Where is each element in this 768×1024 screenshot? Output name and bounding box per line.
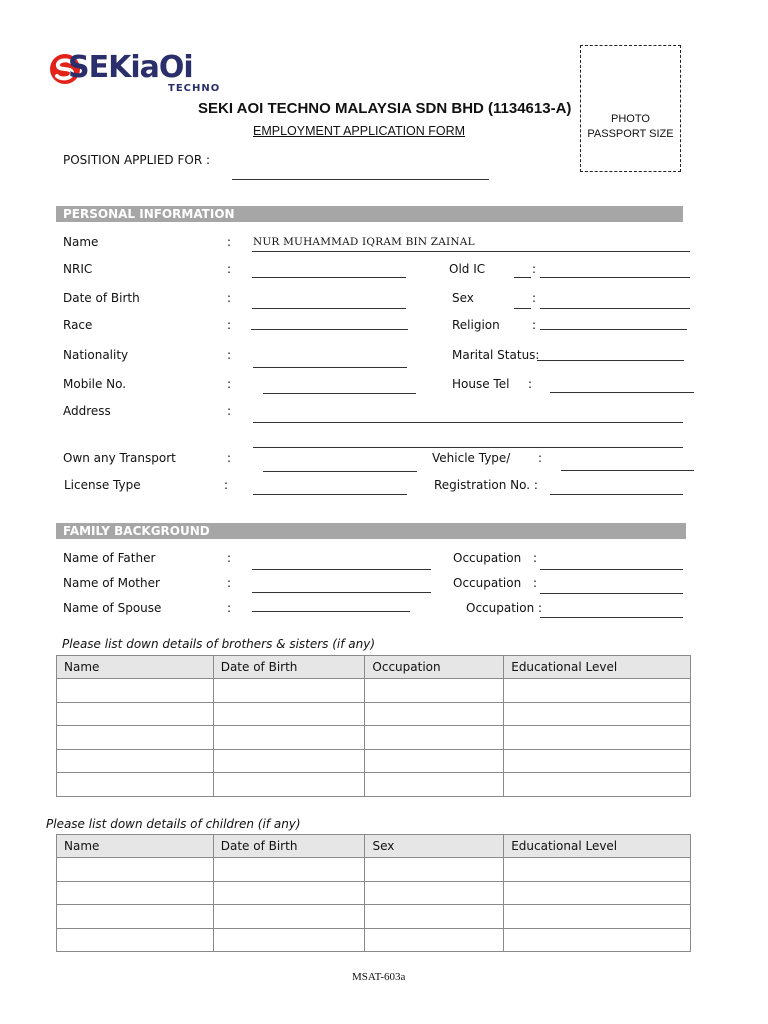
table-row	[57, 928, 691, 952]
father-occupation-label: Occupation	[453, 551, 522, 565]
table-cell[interactable]	[365, 858, 504, 882]
oldic-input-line-left[interactable]	[514, 277, 531, 278]
table-cell[interactable]	[57, 905, 214, 929]
table-row	[57, 881, 691, 905]
siblings-caption: Please list down details of brothers & sisters (if any)	[62, 637, 376, 651]
dob-input-line[interactable]	[252, 308, 406, 309]
section-family-background: FAMILY BACKGROUND	[56, 523, 686, 539]
vehicle-colon: :	[538, 451, 543, 465]
table-cell[interactable]	[213, 726, 365, 750]
address-input-line-2[interactable]	[253, 447, 683, 448]
table-cell[interactable]	[365, 702, 504, 726]
table-cell[interactable]	[365, 679, 504, 703]
housetel-label: House Tel	[452, 377, 510, 391]
table-cell[interactable]	[57, 702, 214, 726]
table-cell[interactable]	[57, 726, 214, 750]
table-row	[57, 679, 691, 703]
table-cell[interactable]	[504, 679, 691, 703]
license-label: License Type	[64, 478, 141, 492]
table-row	[57, 773, 691, 797]
photo-label: PHOTO	[611, 113, 650, 125]
oldic-label: Old IC	[449, 262, 486, 276]
address-label: Address	[63, 404, 111, 418]
children-table	[56, 834, 691, 952]
photo-placeholder[interactable]	[580, 45, 681, 172]
nationality-label: Nationality	[63, 348, 129, 362]
table-cell[interactable]	[504, 905, 691, 929]
transport-label: Own any Transport	[63, 451, 176, 465]
table-cell[interactable]	[57, 773, 214, 797]
children-header-name: Name	[57, 835, 214, 858]
name-input-line[interactable]	[252, 251, 690, 252]
table-cell[interactable]	[504, 858, 691, 882]
table-cell[interactable]	[213, 679, 365, 703]
table-cell[interactable]	[57, 858, 214, 882]
spouse-colon: :	[227, 601, 232, 615]
table-cell[interactable]	[57, 928, 214, 952]
father-occupation-colon: :	[533, 551, 538, 565]
mother-label: Name of Mother	[63, 576, 160, 590]
logo-text: SEKiaOi	[68, 50, 193, 85]
vehicle-label: Vehicle Type/	[432, 451, 511, 465]
spouse-label: Name of Spouse	[63, 601, 162, 615]
siblings-header-name: Name	[57, 656, 214, 679]
mobile-input-line[interactable]	[263, 393, 416, 394]
children-caption: Please list down details of children (if any)	[46, 817, 301, 831]
table-cell[interactable]	[213, 773, 365, 797]
form-title: EMPLOYMENT APPLICATION FORM	[253, 124, 466, 138]
section-personal-information: PERSONAL INFORMATION	[56, 206, 683, 222]
nric-input-line[interactable]	[252, 277, 406, 278]
table-cell[interactable]	[57, 881, 214, 905]
sex-input-line[interactable]	[540, 308, 690, 309]
nric-colon: :	[227, 262, 232, 276]
dob-label: Date of Birth	[63, 291, 140, 305]
nationality-input-line[interactable]	[253, 367, 407, 368]
table-row	[57, 858, 691, 882]
sex-colon: :	[532, 291, 537, 305]
table-cell[interactable]	[365, 749, 504, 773]
table-cell[interactable]	[504, 749, 691, 773]
mother-occupation-colon: :	[533, 576, 538, 590]
race-input-line[interactable]	[251, 329, 408, 330]
father-occupation-input-line[interactable]	[540, 569, 683, 570]
table-cell[interactable]	[213, 905, 365, 929]
religion-input-line[interactable]	[540, 329, 687, 330]
father-input-line[interactable]	[252, 569, 431, 570]
name-label: Name	[63, 235, 99, 249]
religion-colon: :	[532, 318, 537, 332]
transport-colon: :	[227, 451, 232, 465]
housetel-input-line[interactable]	[550, 392, 694, 393]
company-logo	[48, 48, 221, 96]
position-label: POSITION APPLIED FOR :	[63, 153, 211, 167]
photo-size-label: PASSPORT SIZE	[587, 128, 674, 140]
table-cell[interactable]	[213, 928, 365, 952]
vehicle-input-line[interactable]	[561, 470, 694, 471]
mother-occupation-label: Occupation	[453, 576, 522, 590]
children-header-education: Educational Level	[504, 835, 691, 858]
transport-input-line[interactable]	[263, 471, 417, 472]
table-cell[interactable]	[504, 773, 691, 797]
table-cell[interactable]	[365, 928, 504, 952]
siblings-header-occupation: Occupation	[365, 656, 504, 679]
license-input-line[interactable]	[253, 494, 407, 495]
spouse-occupation-label: Occupation :	[466, 601, 543, 615]
table-cell[interactable]	[213, 702, 365, 726]
address-input-line-1[interactable]	[253, 422, 683, 423]
dob-colon: :	[227, 291, 232, 305]
table-row	[57, 726, 691, 750]
address-colon: :	[227, 404, 232, 418]
father-colon: :	[227, 551, 232, 565]
form-code: MSAT-603a	[352, 971, 406, 983]
registration-input-line[interactable]	[550, 494, 683, 495]
mobile-colon: :	[227, 377, 232, 391]
children-header-row	[57, 835, 691, 858]
table-cell[interactable]	[365, 881, 504, 905]
table-cell[interactable]	[57, 679, 214, 703]
siblings-header-dob: Date of Birth	[213, 656, 365, 679]
logo-subtext: TECHNO	[168, 83, 221, 94]
children-header-sex: Sex	[365, 835, 504, 858]
race-label: Race	[63, 318, 93, 332]
mother-input-line[interactable]	[252, 592, 431, 593]
table-row	[57, 749, 691, 773]
table-cell[interactable]	[213, 749, 365, 773]
race-colon: :	[227, 318, 232, 332]
table-cell[interactable]	[365, 773, 504, 797]
table-cell[interactable]	[504, 726, 691, 750]
nric-label: NRIC	[63, 262, 93, 276]
table-row	[57, 905, 691, 929]
father-label: Name of Father	[63, 551, 156, 565]
spouse-input-line[interactable]	[252, 611, 410, 612]
siblings-table	[56, 655, 691, 797]
siblings-header-row	[57, 656, 691, 679]
table-cell[interactable]	[57, 749, 214, 773]
registration-label: Registration No. :	[434, 478, 538, 492]
children-header-dob: Date of Birth	[213, 835, 365, 858]
license-colon: :	[224, 478, 229, 492]
oldic-colon: :	[532, 262, 537, 276]
table-cell[interactable]	[504, 881, 691, 905]
spouse-occupation-input-line[interactable]	[540, 617, 683, 618]
sex-label: Sex	[452, 291, 474, 305]
company-name: SEKI AOI TECHNO MALAYSIA SDN BHD (1134613-A)	[198, 100, 572, 117]
table-cell[interactable]	[213, 858, 365, 882]
sex-input-line-left[interactable]	[514, 308, 531, 309]
table-row	[57, 702, 691, 726]
marital-input-line[interactable]	[537, 360, 684, 361]
siblings-header-education: Educational Level	[504, 656, 691, 679]
religion-label: Religion	[452, 318, 500, 332]
table-cell[interactable]	[365, 905, 504, 929]
marital-label: Marital Status:	[452, 348, 540, 362]
mother-occupation-input-line[interactable]	[540, 593, 683, 594]
table-cell[interactable]	[213, 881, 365, 905]
table-cell[interactable]	[365, 726, 504, 750]
mother-colon: :	[227, 576, 232, 590]
housetel-colon: :	[528, 377, 533, 391]
nationality-colon: :	[227, 348, 232, 362]
table-cell[interactable]	[504, 702, 691, 726]
position-input-line[interactable]	[232, 179, 489, 180]
name-colon: :	[227, 235, 232, 249]
mobile-label: Mobile No.	[63, 377, 127, 391]
table-cell[interactable]	[504, 928, 691, 952]
name-value[interactable]: NUR MUHAMMAD IQRAM BIN ZAINAL	[253, 236, 475, 248]
oldic-input-line[interactable]	[540, 277, 690, 278]
